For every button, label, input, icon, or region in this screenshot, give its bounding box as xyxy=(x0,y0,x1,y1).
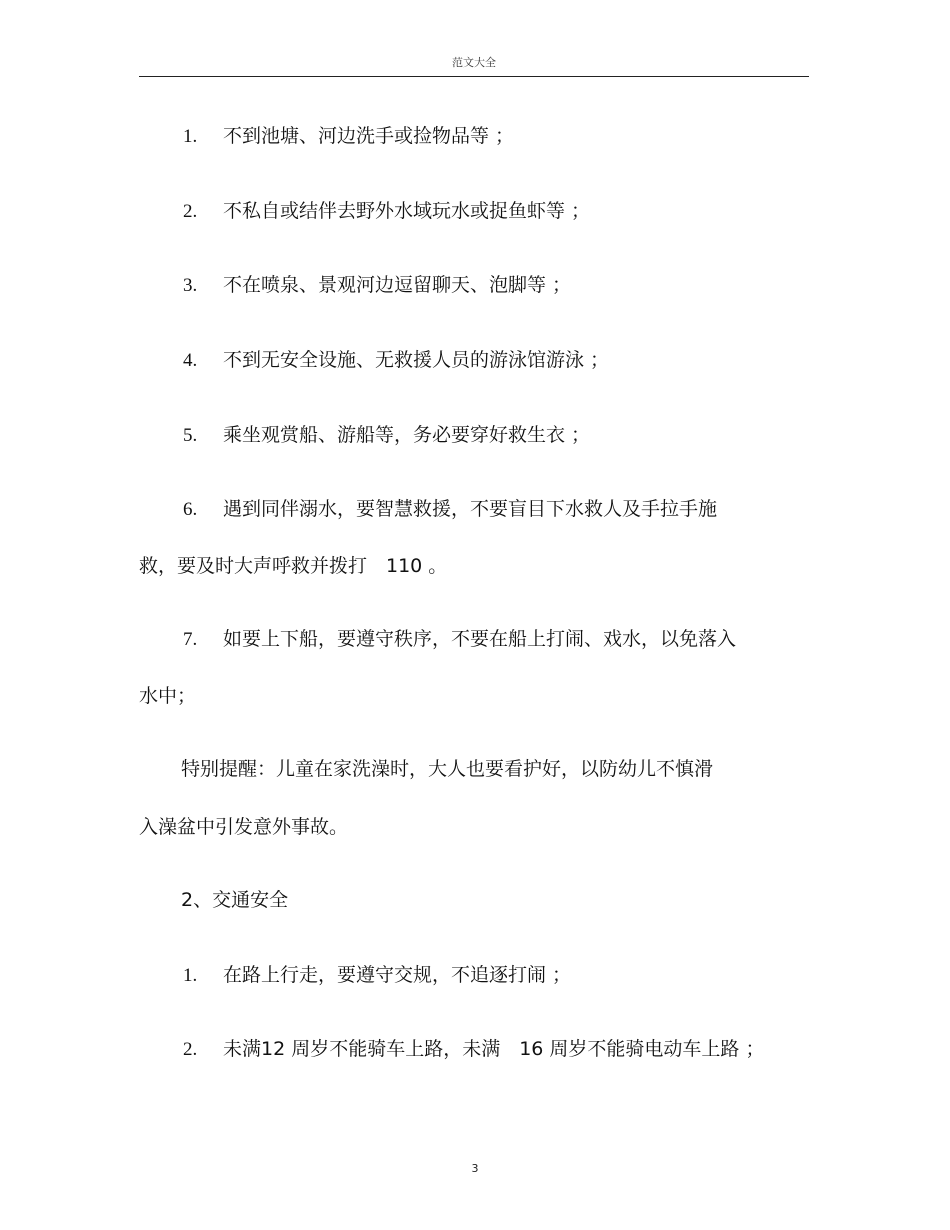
page-header xyxy=(139,50,809,77)
list-item-continuation: 救，要及时大声呼救并拨打 110 。 xyxy=(139,555,448,577)
item-number: 5. xyxy=(183,425,198,446)
item-text: 未满12 周岁不能骑车上路，未满 16 周岁不能骑电动车上路 ； xyxy=(223,1038,765,1060)
item-text: 不私自或结伴去野外水域玩水或捉鱼虾等 ； xyxy=(223,200,591,222)
item-text: 如要上下船，要遵守秩序，不要在船上打闹、戏水，以免落入 xyxy=(223,628,737,650)
item-number: 3. xyxy=(183,275,198,296)
item-text: 在路上行走，要遵守交规，不追逐打闹 ； xyxy=(223,964,572,986)
reminder-line-2: 入澡盆中引发意外事故。 xyxy=(139,816,349,838)
list-item xyxy=(183,1037,764,1062)
list-item xyxy=(183,627,736,652)
list-item xyxy=(183,348,609,373)
item-number: 4. xyxy=(183,350,198,371)
item-text: 遇到同伴溺水，要智慧救援，不要盲目下水救人及手拉手施 xyxy=(223,498,718,520)
item-text: 不在喷泉、景观河边逗留聊天、泡脚等 ； xyxy=(223,274,572,296)
item-number: 1. xyxy=(183,126,198,147)
item-number: 2. xyxy=(183,1039,198,1060)
reminder-line-1: 特别提醒：儿童在家洗澡时，大人也要看护好，以防幼儿不慎滑 xyxy=(181,758,714,780)
page-number: 3 xyxy=(471,1162,479,1175)
item-text: 不到无安全设施、无救援人员的游泳馆游泳 ； xyxy=(223,349,610,371)
item-text: 不到池塘、河边洗手或捡物品等 ； xyxy=(223,125,515,147)
list-item xyxy=(183,199,590,224)
list-item-continuation: 水中； xyxy=(139,685,197,707)
list-item xyxy=(183,124,514,149)
list-item xyxy=(183,423,590,448)
item-number: 7. xyxy=(183,629,198,650)
item-number: 6. xyxy=(183,499,198,520)
item-number: 2. xyxy=(183,201,198,222)
list-item xyxy=(183,273,571,298)
item-number: 1. xyxy=(183,965,198,986)
list-item xyxy=(183,963,571,988)
section-heading: 2、交通安全 xyxy=(181,889,289,911)
header-title: 范文大全 xyxy=(452,56,496,69)
item-text: 乘坐观赏船、游船等，务必要穿好救生衣 ； xyxy=(223,424,591,446)
list-item xyxy=(183,497,717,522)
